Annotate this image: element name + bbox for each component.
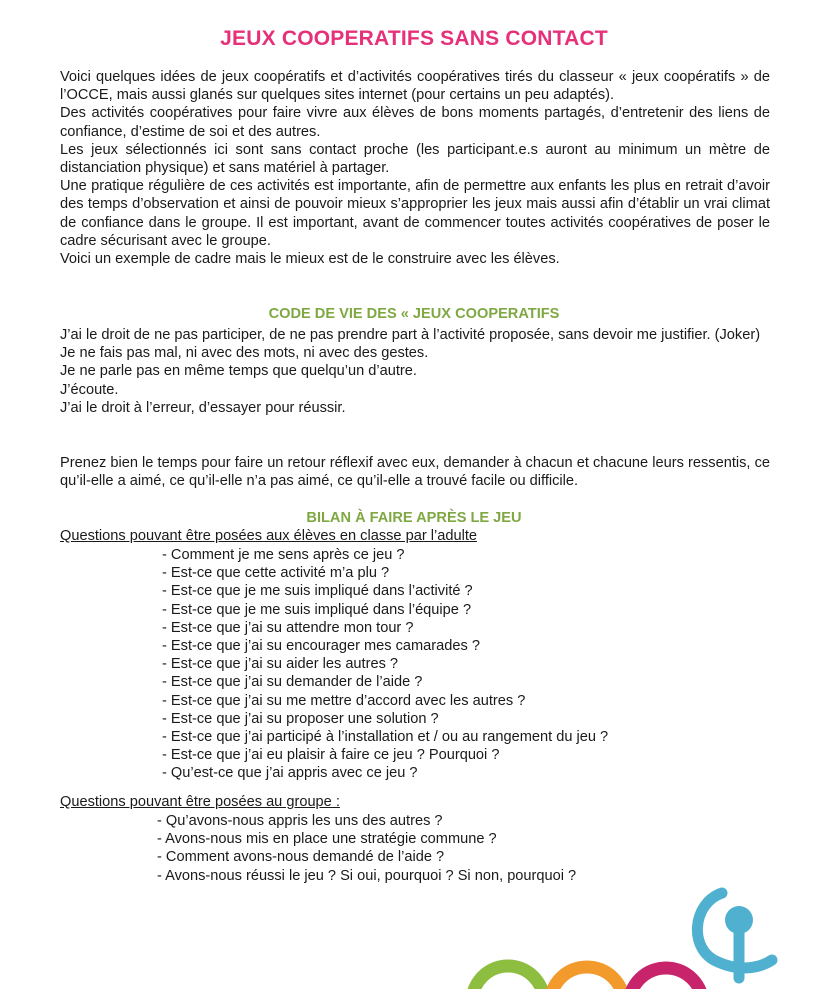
list-item: - Est-ce que j’ai su me mettre d’accord avec les autres ?	[162, 692, 526, 709]
adult-questions-title: Questions pouvant être posées aux élèves en classe par l’adulte	[60, 528, 477, 544]
code-section-title: CODE DE VIE DES « JEUX COOPERATIFS	[268, 306, 560, 322]
logo-green-ring	[472, 966, 544, 989]
list-item: - Est-ce que j’ai su encourager mes camarades ?	[162, 638, 480, 655]
list-item: - Qu’est-ce que j’ai appris avec ce jeu ?	[162, 765, 418, 782]
list-item: - Comment avons-nous demandé de l’aide ?	[157, 849, 445, 866]
code-rule: J’ai le droit à l’erreur, d’essayer pour réussir.	[60, 399, 346, 416]
document-title: JEUX COOPERATIFS SANS CONTACT	[220, 27, 608, 50]
intro-paragraph: Une pratique régulière de ces activités est importante, afin de permettre aux enfants les plus en retrait d’avoir des temps d’observation et ainsi de pouvoir mieux s’approprier les jeux mais aussi afin d’établir un vrai climat de confiance dans le groupe. Il est important, avant de commencer toutes activités coopératives de poser le cadre sécurisant avec le groupe.	[60, 178, 770, 249]
code-rule: Je ne parle pas en même temps que quelqu’un d’autre.	[60, 363, 417, 380]
intro-paragraph: Des activités coopératives pour faire vivre aux élèves de bons moments partagés, d’entretenir des liens de confiance, d’estime de soi et des autres.	[60, 105, 770, 140]
intro-paragraph: Voici quelques idées de jeux coopératifs et d’activités coopératives tirés du classeur « jeux coopératifs » de l’OCCE, mais aussi glanés sur quelques sites internet (pour certains un peu adaptés).	[60, 69, 770, 104]
code-rules	[60, 326, 770, 417]
intro-paragraph: Les jeux sélectionnés ici sont sans contact proche (les participant.e.s auront au minimum un mètre de distanciation physique) et sans matériel à partager.	[60, 141, 770, 177]
list-item: - Est-ce que je me suis impliqué dans l’équipe ?	[162, 601, 472, 618]
intro-paragraph: Voici un exemple de cadre mais le mieux est de le construire avec les élèves.	[60, 251, 560, 268]
list-item: - Est-ce que j’ai su proposer une solution ?	[162, 710, 439, 727]
list-item: - Est-ce que j’ai su aider les autres ?	[162, 656, 399, 673]
list-item: - Est-ce que j’ai su demander de l’aide ?	[162, 674, 423, 691]
list-item: - Comment je me sens après ce jeu ?	[162, 547, 405, 563]
adult-questions-list	[162, 546, 608, 783]
list-item: - Avons-nous mis en place une stratégie commune ?	[157, 831, 497, 848]
intro-section	[60, 68, 770, 268]
group-questions-list	[157, 812, 576, 885]
bilan-section-title: BILAN À FAIRE APRÈS LE JEU	[306, 510, 522, 526]
list-item: - Est-ce que je me suis impliqué dans l’activité ?	[162, 583, 473, 600]
code-rule: J’écoute.	[60, 381, 119, 398]
list-item: - Est-ce que j’ai participé à l’installation et / ou au rangement du jeu ?	[162, 729, 609, 746]
logo-orange-ring	[550, 967, 624, 989]
code-rule: J’ai le droit de ne pas participer, de ne pas prendre part à l’activité proposée, sans devoir me justifier. (Joker)	[60, 327, 761, 343]
list-item: - Avons-nous réussi le jeu ? Si oui, pourquoi ? Si non, pourquoi ?	[157, 867, 577, 884]
group-questions-title: Questions pouvant être posées au groupe :	[60, 794, 340, 810]
list-item: - Est-ce que cette activité m’a plu ?	[162, 565, 390, 582]
list-item: - Est-ce que j’ai su attendre mon tour ?	[162, 619, 414, 636]
list-item: - Qu’avons-nous appris les uns des autres ?	[157, 813, 443, 829]
retour-paragraph: Prenez bien le temps pour faire un retour réflexif avec eux, demander à chacun et chacune leurs ressentis, ce qu’il-elle a aimé, ce qu’il-elle n’a pas aimé, ce qu’il-elle a trouvé facile ou difficile.	[60, 455, 770, 490]
logo-blue-head	[725, 906, 753, 934]
logo-blue-arc	[697, 893, 772, 968]
logo-pink-ring	[629, 968, 703, 989]
code-rule: Je ne fais pas mal, ni avec des mots, ni avec des gestes.	[60, 345, 429, 362]
list-item: - Est-ce que j’ai eu plaisir à faire ce jeu ? Pourquoi ?	[162, 747, 500, 764]
